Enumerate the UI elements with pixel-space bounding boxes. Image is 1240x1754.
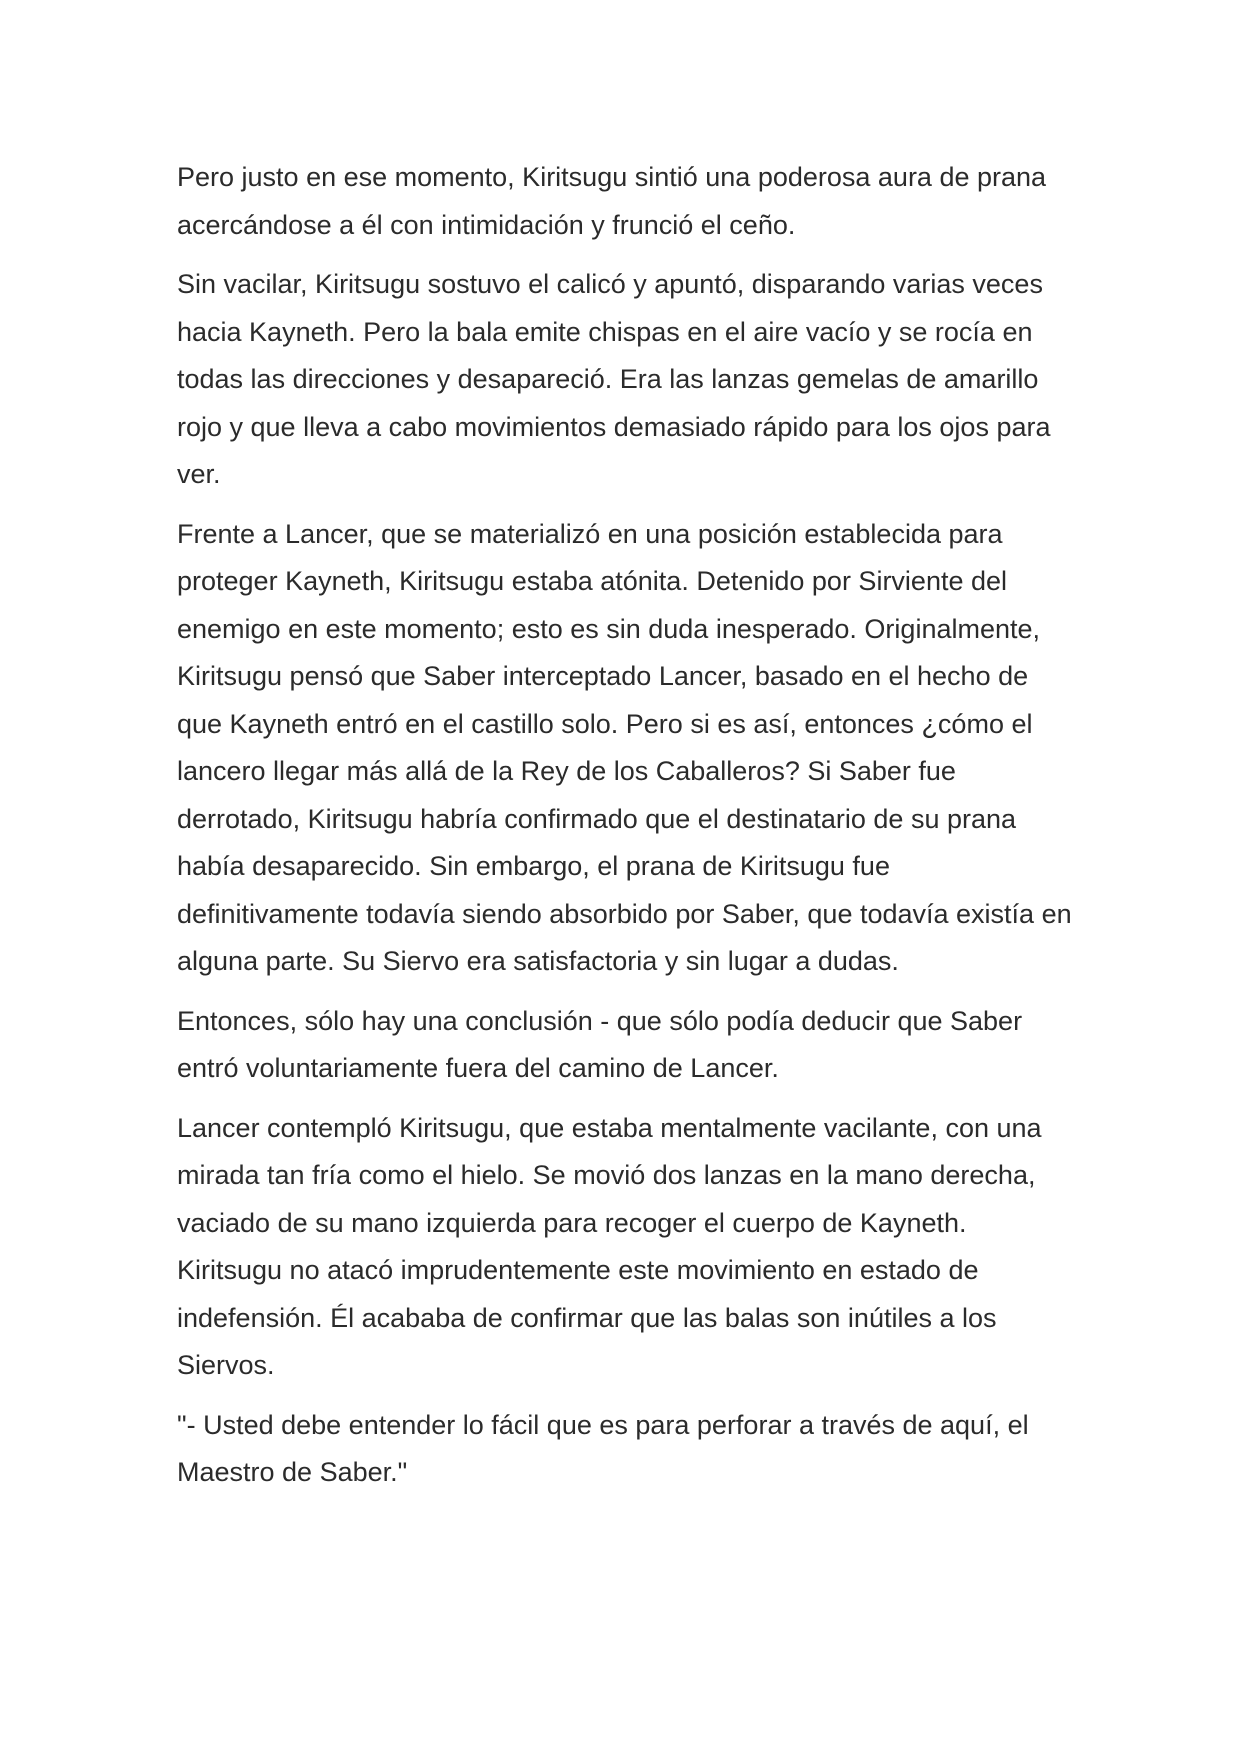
paragraph-6: "- Usted debe entender lo fácil que es para perforar a través de aquí, el Maestro de Saber." [177, 1409, 1029, 1487]
paragraph-5: Lancer contempló Kiritsugu, que estaba mentalmente vacilante, con una mirada tan fría como el hielo. Se movió dos lanzas en la mano derecha, vaciado de su mano izquierda para recoger el cuerpo de Kayneth. Kiritsugu no atacó imprudentemente este movimiento en estado de indefensión. Él acababa de confirmar que las balas son inútiles a los Siervos. [177, 1112, 1042, 1380]
text-column [177, 154, 1077, 1509]
paragraph-3: Frente a Lancer, que se materializó en una posición establecida para proteger Kayneth, Kiritsugu estaba atónita. Detenido por Sirviente del enemigo en este momento; esto es sin duda inesperado. Originalmente, Kiritsugu pensó que Saber interceptado Lancer, basado en el hecho de que Kayneth entró en el castillo solo. Pero si es así, entonces ¿cómo el lancero llegar más allá de la Rey de los Caballeros? Si Saber fue derrotado, Kiritsugu habría confirmado que el destinatario de su prana había desaparecido. Sin embargo, el prana de Kiritsugu fue definitivamente todavía siendo absorbido por Saber, que todavía existía en alguna parte. Su Siervo era satisfactoria y sin lugar a dudas. [177, 518, 1072, 976]
paragraph-4: Entonces, sólo hay una conclusión - que sólo podía deducir que Saber entró voluntariamente fuera del camino de Lancer. [177, 1005, 1023, 1083]
paragraph-1: Pero justo en ese momento, Kiritsugu sintió una poderosa aura de prana acercándose a él con intimidación y frunció el ceño. [177, 162, 1047, 240]
paragraph-2: Sin vacilar, Kiritsugu sostuvo el calicó y apuntó, disparando varias veces hacia Kayneth. Pero la bala emite chispas en el aire vacío y se rocía en todas las direcciones y desapareció. Era las lanzas gemelas de amarillo rojo y que lleva a cabo movimientos demasiado rápido para los ojos para ver. [177, 269, 1051, 489]
